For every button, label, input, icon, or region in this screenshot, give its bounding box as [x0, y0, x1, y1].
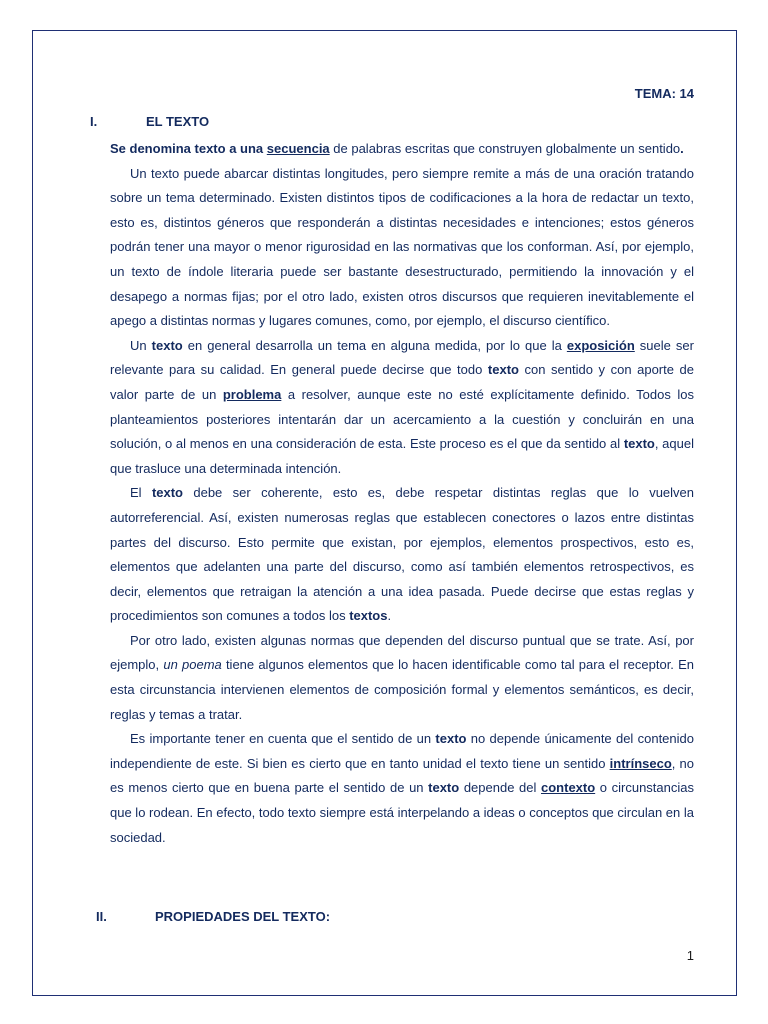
- paragraph: Por otro lado, existen algunas normas que dependen del discurso puntual que se trate. Así, por ejemplo, un poema tiene algunos elementos que lo hacen identificable como tal para el receptor. En esta circunstancia intervienen elementos de composición formal y elementos semánticos, es decir, reglas y temas a tratar.: [110, 632, 695, 722]
- link-intrinseco[interactable]: intrínseco: [609, 755, 672, 771]
- section-number: II.: [96, 909, 107, 924]
- section-title: PROPIEDADES DEL TEXTO:: [155, 909, 331, 924]
- page-number: 1: [686, 948, 694, 963]
- link-secuencia[interactable]: secuencia: [266, 141, 330, 156]
- document-body: [110, 137, 694, 850]
- section-number: I.: [90, 114, 98, 129]
- topic-label: TEMA: 14: [634, 86, 694, 101]
- link-problema[interactable]: problema: [222, 386, 282, 402]
- paragraph: Se denomina texto a una secuencia de palabras escritas que construyen globalmente un sentido.: [110, 141, 684, 156]
- section-heading-1: [90, 114, 209, 129]
- link-exposicion[interactable]: exposición: [566, 337, 635, 353]
- section-title: EL TEXTO: [146, 114, 210, 129]
- paragraph: Es importante tener en cuenta que el sentido de un texto no depende únicamente del contenido independiente de este. Si bien es cierto que en tanto unidad el texto tiene un sentido intrínseco, no es menos cierto que en buena parte el sentido de un texto depende del contexto o circunstancias que lo rodean. En efecto, todo texto siempre está interpelando a ideas o conceptos que circulan en la sociedad.: [110, 731, 695, 845]
- link-contexto[interactable]: contexto: [541, 780, 596, 796]
- section-heading-2: [96, 909, 330, 924]
- paragraph: Un texto en general desarrolla un tema en alguna medida, por lo que la exposición suele ser relevante para su calidad. En general puede decirse que todo texto con sentido y con aporte de valor parte de un problema a resolver, aunque este no esté explícitamente definido. Todos los planteamientos posteriores intentarán dar un acercamiento a la cuestión y concluirán en una solución, o al menos en una consideración de esta. Este proceso es el que da sentido al texto, aquel que trasluce una determinada intención.: [110, 337, 694, 476]
- paragraph: Un texto puede abarcar distintas longitudes, pero siempre remite a más de una oración tratando sobre un tema determinado. Existen distintos tipos de codificaciones a la hora de redactar un texto, esto es, distintos géneros que responderán a distintas necesidades e intenciones; estos géneros podrán tener una mayor o menor rigurosidad en las normativas que los conforman. Así, por ejemplo, un texto de índole literaria puede ser bastante desestructurado, permitiendo la innovación y el desapego a normas fijas; por el otro lado, existen otros discursos que requieren inevitablemente el apego a distintas normas y lugares comunes, como, por ejemplo, el discurso científico.: [110, 165, 694, 329]
- paragraph: El texto debe ser coherente, esto es, debe respetar distintas reglas que lo vuelven autorreferencial. Así, existen numerosas reglas que establecen conectores o lazos entre distintas partes del discurso. Esto permite que existan, por ejemplos, elementos prospectivos, esto es, elementos que adelanten una parte del discurso, como así también elementos retrospectivos, es decir, elementos que retraigan la atención a una idea pasada. Puede decirse que estas reglas y procedimientos son comunes a todos los textos.: [110, 485, 695, 624]
